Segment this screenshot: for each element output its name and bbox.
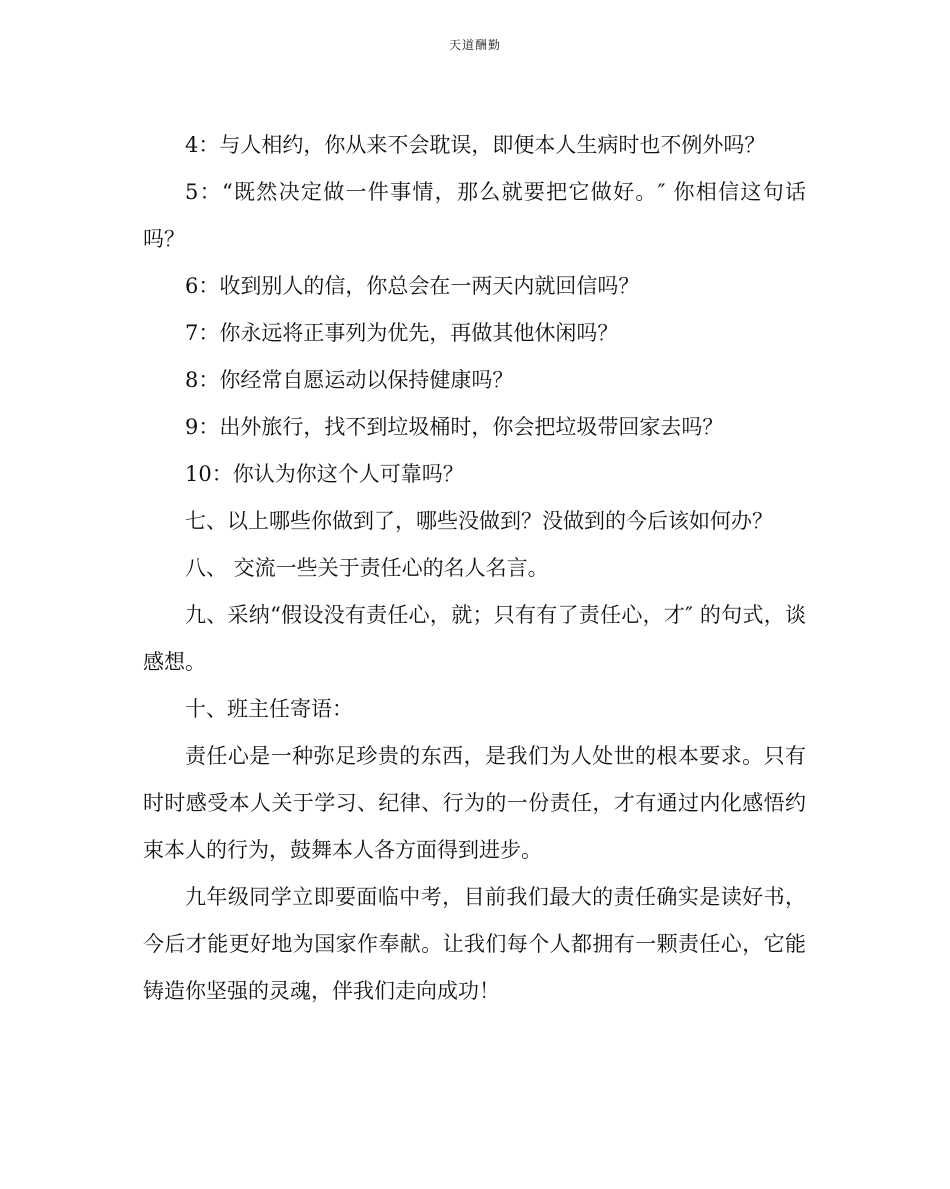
question-9: 9：出外旅行，找不到垃圾桶时，你会把垃圾带回家去吗？ xyxy=(185,415,724,439)
teacher-message-paragraph-1: 责任心是一种弥足珍贵的东西，是我们为人处世的根本要求。只有时时感受本人关于学习、纪律、行为的一份责任，才有通过内化感悟约束本人的行为，鼓舞本人各方面得到进步。 xyxy=(143,744,806,862)
question-5: 5：“既然决定做一件事情，那么就要把它做好。″ 你相信这句话吗？ xyxy=(143,180,806,251)
question-8: 8：你经常自愿运动以保持健康吗？ xyxy=(185,368,514,392)
teacher-message-paragraph-2: 九年级同学立即要面临中考，目前我们最大的责任确实是读好书，今后才能更好地为国家作奉献。让我们每个人都拥有一颗责任心，它能铸造你坚强的灵魂，伴我们走向成功！ xyxy=(143,885,806,1003)
section-7: 七、以上哪些你做到了，哪些没做到？没做到的今后该如何办？ xyxy=(185,509,773,533)
section-10-heading: 十、班主任寄语： xyxy=(185,697,353,721)
question-4: 4：与人相约，你从来不会耽误，即便本人生病时也不例外吗？ xyxy=(185,133,766,157)
question-10: 10：你认为你这个人可靠吗？ xyxy=(185,462,464,486)
question-6: 6：收到别人的信，你总会在一两天内就回信吗？ xyxy=(185,274,640,298)
question-7: 7：你永远将正事列为优先，再做其他休闲吗？ xyxy=(185,321,619,345)
page-header: 天道酬勤 xyxy=(448,38,501,52)
section-8: 八、 交流一些关于责任心的名人名言。 xyxy=(185,556,549,580)
section-9: 九、采纳“假设没有责任心，就；只有有了责任心，才″ 的句式，谈感想。 xyxy=(143,603,806,674)
document-body xyxy=(143,122,806,1015)
